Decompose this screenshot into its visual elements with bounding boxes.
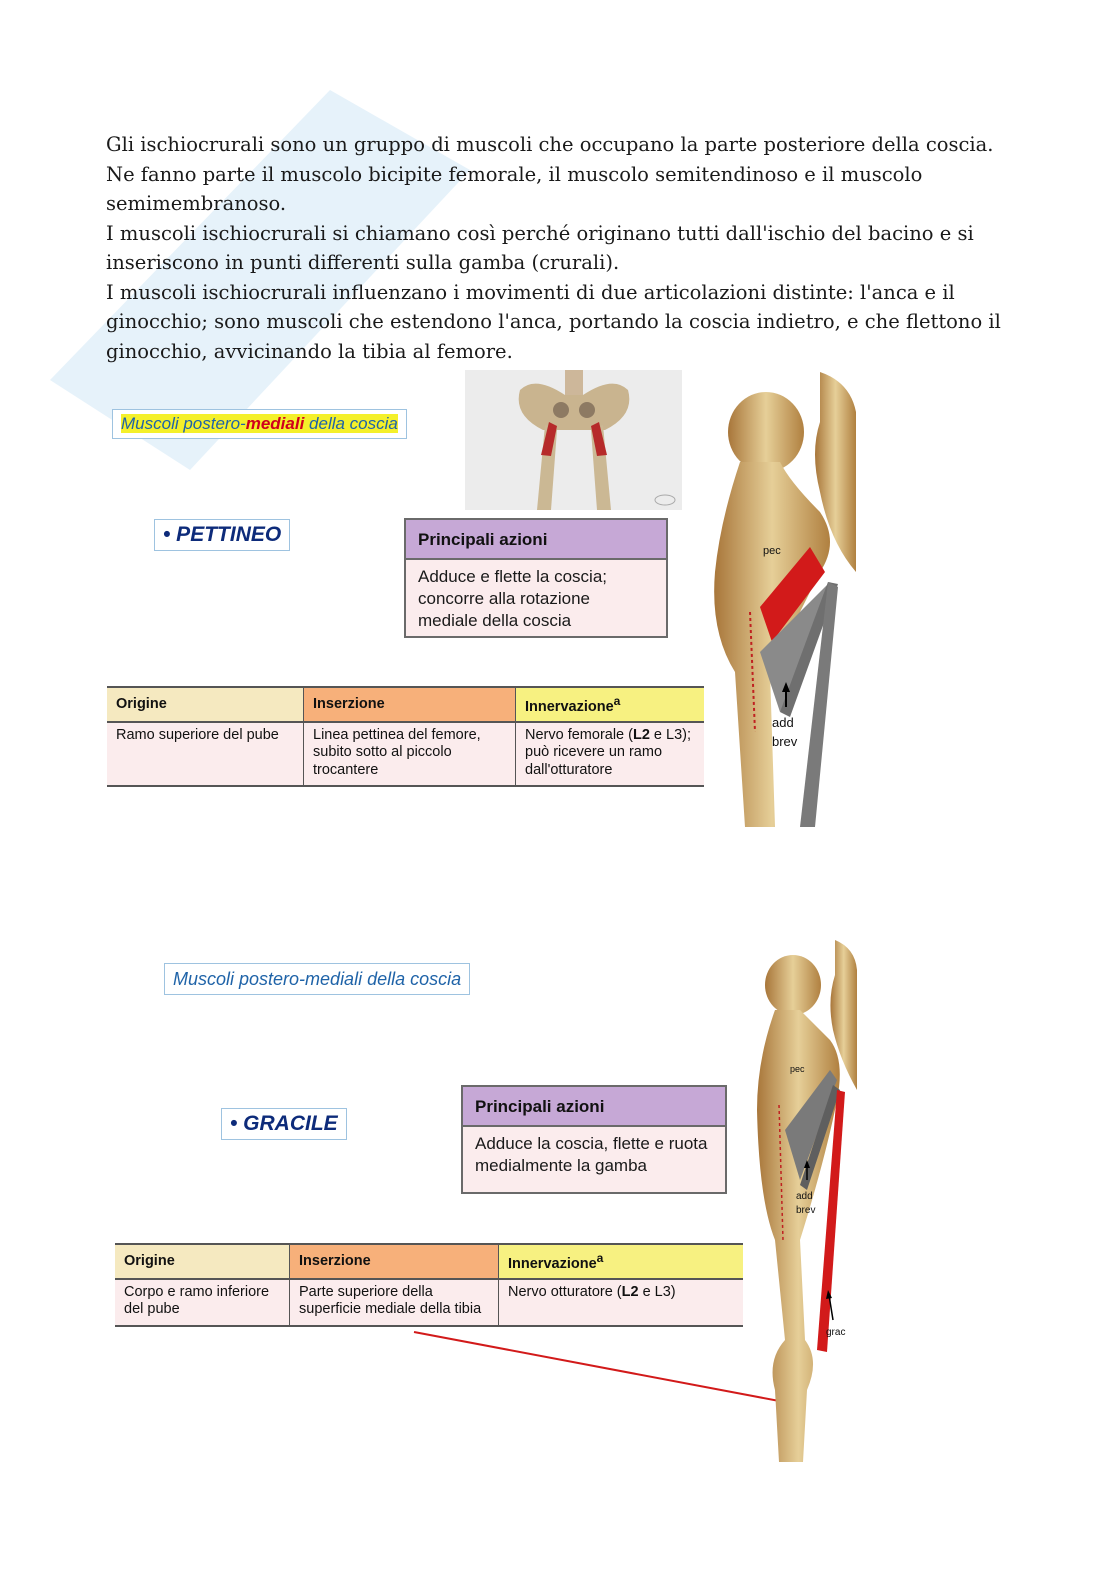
header-sup: a <box>596 1251 604 1265</box>
label-brev: brev <box>772 734 798 749</box>
innervation-text: e L3) <box>638 1283 676 1300</box>
label-pec: pec <box>763 545 781 557</box>
table-row <box>115 1279 743 1326</box>
intro-paragraph: Gli ischiocrurali sono un gruppo di muscoli che occupano la parte posteriore della coscia. Ne fanno parte il muscolo bicipite femorale, il muscolo semitendinoso e il muscolo semimembranoso. <box>106 133 994 215</box>
intro-paragraph: I muscoli ischiocrurali influenzano i movimenti di due articolazioni distinte: l'anca e il ginocchio; sono muscoli che estendono l'anca, portando la coscia indietro, e che flettono il ginocchio, avvicinando la tibia al femore. <box>106 280 1001 363</box>
section-title-pettineo <box>112 409 407 439</box>
header-inserzione: Inserzione <box>290 1244 499 1279</box>
innervation-text: Nervo femorale ( <box>525 726 633 743</box>
actions-box-pettineo <box>404 518 668 638</box>
section-title-gracile: Muscoli postero-mediali della coscia <box>164 963 470 995</box>
table-header-row <box>115 1244 743 1279</box>
actions-header: Principali azioni <box>463 1087 725 1127</box>
innervation-text: e L3); può ricevere un ramo dall'otturatore <box>525 726 692 778</box>
femur-illustration-pettineo <box>700 372 860 827</box>
pelvis-illustration <box>465 370 682 510</box>
cell-insertion: Parte superiore della superficie mediale della tibia <box>290 1279 499 1326</box>
title-part: della coscia <box>304 414 398 433</box>
table-header-row <box>107 687 704 722</box>
leg-illustration-gracile <box>745 940 860 1462</box>
intro-paragraph: I muscoli ischiocrurali si chiamano così perché originano tutti dall'ischio del bacino e si inseriscono in punti differenti sulla gamba (crurali). <box>106 221 974 274</box>
label-pec: pec <box>790 1064 805 1074</box>
header-innervazione-text: Innervazione <box>508 1255 597 1272</box>
pelvis-image <box>465 370 682 510</box>
actions-header: Principali azioni <box>406 520 666 560</box>
details-table-gracile <box>115 1243 743 1327</box>
title-bold-part: mediali <box>245 414 305 433</box>
header-innervazione-text: Innervazione <box>525 698 614 715</box>
label-add: add <box>772 715 794 730</box>
cell-insertion: Linea pettinea del femore, subito sotto al piccolo trocantere <box>304 722 516 787</box>
header-origine: Origine <box>115 1244 290 1279</box>
label-grac: grac <box>826 1327 846 1338</box>
header-sup: a <box>613 694 621 708</box>
label-brev: brev <box>796 1205 816 1216</box>
actions-box-gracile <box>461 1085 727 1194</box>
cell-origin: Corpo e ramo inferiore del pube <box>115 1279 290 1326</box>
actions-body: Adduce e flette la coscia; concorre alla rotazione mediale della coscia <box>418 567 608 630</box>
cell-innervation <box>499 1279 744 1326</box>
cell-innervation <box>516 722 705 787</box>
intro-text <box>106 130 1006 366</box>
details-table-pettineo <box>107 686 704 787</box>
table-row <box>107 722 704 787</box>
innervation-text: Nervo otturatore ( <box>508 1283 622 1300</box>
cell-origin: Ramo superiore del pube <box>107 722 304 787</box>
header-innervazione <box>499 1244 744 1279</box>
muscle-name-pettineo: • PETTINEO <box>154 519 290 551</box>
title-part: Muscoli postero- <box>121 414 246 433</box>
header-innervazione <box>516 687 705 722</box>
muscle-name-gracile: • GRACILE <box>221 1108 347 1140</box>
header-inserzione: Inserzione <box>304 687 516 722</box>
actions-body: Adduce la coscia, flette e ruota medialmente la gamba <box>475 1134 708 1175</box>
innervation-bold: L2 <box>632 726 650 743</box>
label-add: add <box>796 1191 813 1202</box>
header-origine: Origine <box>107 687 304 722</box>
innervation-bold: L2 <box>621 1283 639 1300</box>
